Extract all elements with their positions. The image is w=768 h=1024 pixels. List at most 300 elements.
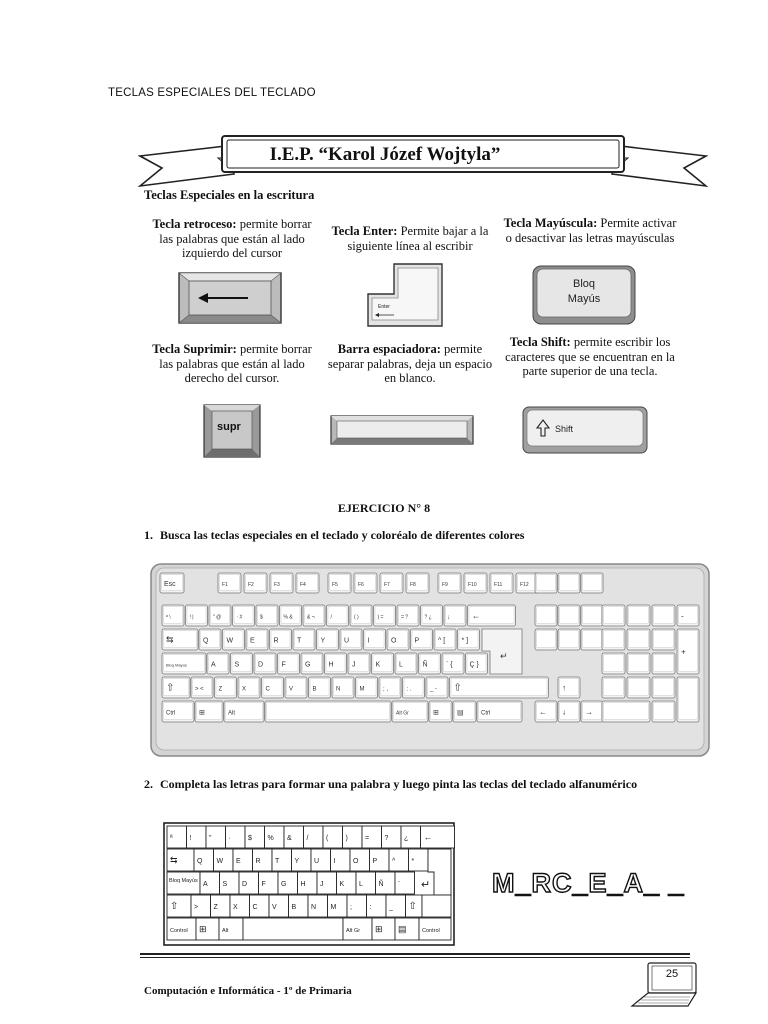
svg-text:>: >	[194, 904, 199, 911]
small-key-letter	[350, 849, 370, 871]
page-number: 25	[665, 968, 679, 980]
key-letter	[238, 677, 260, 698]
svg-text:Ctrl: Ctrl	[481, 710, 491, 717]
small-key-shift-left	[167, 895, 191, 917]
key-letter	[317, 629, 339, 650]
key-letter	[434, 629, 456, 650]
small-key-letter	[386, 895, 406, 917]
svg-text:& ¬: & ¬	[307, 614, 315, 621]
svg-text:F6: F6	[358, 582, 364, 588]
key-arrow-left	[535, 701, 557, 722]
key-letter	[191, 677, 213, 698]
svg-text:G: G	[305, 661, 311, 669]
footer-rule	[140, 953, 690, 955]
key-letter	[278, 653, 300, 674]
shift-key-icon	[522, 406, 648, 454]
key-tab	[162, 629, 198, 650]
key-letter	[215, 677, 237, 698]
svg-text:G: G	[281, 881, 287, 888]
svg-text:V: V	[289, 686, 294, 693]
svg-text:H: H	[328, 661, 334, 669]
page-header: TECLAS ESPECIALES DEL TECLADO	[108, 87, 316, 99]
key-letter	[466, 653, 488, 674]
key-f8	[406, 573, 429, 593]
key-letter	[309, 677, 331, 698]
key-backspace	[468, 605, 516, 626]
enter-key-label: Enter	[378, 304, 390, 310]
svg-text:! |: ! |	[189, 614, 194, 621]
svg-text:U: U	[344, 637, 350, 645]
key-letter	[231, 653, 253, 674]
svg-text:K: K	[339, 881, 345, 888]
key-letter	[325, 653, 347, 674]
section-title: Teclas Especiales en la escritura	[144, 188, 315, 202]
svg-text:⊞: ⊞	[433, 709, 439, 717]
svg-text:T: T	[275, 858, 280, 865]
small-key-letter	[269, 895, 289, 917]
svg-text:Control: Control	[170, 928, 188, 934]
key-letter	[403, 677, 425, 698]
small-key-win-left	[196, 918, 219, 940]
key-letter	[364, 629, 386, 650]
small-key-letter	[220, 872, 240, 894]
key-f11	[490, 573, 513, 593]
svg-text:D: D	[242, 881, 248, 888]
key-menu	[453, 701, 476, 722]
svg-text:A: A	[211, 661, 216, 669]
small-key-num	[284, 826, 304, 848]
key-alt	[224, 701, 264, 722]
key-numpad-enter	[677, 677, 699, 722]
key-letter	[340, 629, 362, 650]
svg-text:←: ←	[423, 832, 433, 842]
small-key-letter	[230, 895, 250, 917]
svg-text:N: N	[311, 904, 317, 911]
svg-text:Shift: Shift	[555, 424, 574, 434]
svg-text:⇆: ⇆	[170, 855, 178, 865]
svg-text:N: N	[336, 686, 341, 693]
key-letter	[379, 677, 401, 698]
svg-text:O: O	[353, 858, 359, 865]
svg-text:Ñ: Ñ	[422, 661, 428, 669]
enter-key-icon	[364, 262, 446, 330]
svg-text::: :	[369, 904, 372, 911]
caps-lock-description: Tecla Mayúscula: Permite activar o desactivar las letras mayúsculas	[503, 216, 677, 245]
key-letter	[372, 653, 394, 674]
svg-text:B: B	[312, 686, 317, 693]
svg-text:= ?: = ?	[401, 614, 409, 621]
key-shift-left	[162, 677, 190, 698]
svg-text:( ): ( )	[354, 614, 359, 621]
key-letter	[411, 629, 433, 650]
key-letter	[442, 653, 464, 674]
svg-text:ª \: ª \	[166, 614, 171, 621]
svg-text:Bloq: Bloq	[572, 278, 596, 290]
small-key-letter	[250, 895, 270, 917]
key-win-right	[429, 701, 452, 722]
key-numpad	[627, 605, 650, 626]
small-key-win-right	[372, 918, 395, 940]
key-f9	[438, 573, 461, 593]
key-num-row	[209, 605, 231, 626]
small-key-letter	[331, 849, 351, 871]
key-numpad	[652, 605, 675, 626]
svg-text:V: V	[272, 904, 277, 911]
svg-text:F8: F8	[410, 582, 416, 588]
exercise-title: EJERCICIO N° 8	[337, 501, 431, 515]
svg-text:: .: : .	[406, 686, 412, 693]
small-key-num	[265, 826, 285, 848]
key-letter	[285, 677, 307, 698]
key-f5	[328, 573, 351, 593]
svg-text:F: F	[281, 661, 286, 669]
key-num-row	[444, 605, 466, 626]
small-key-letter	[389, 849, 409, 871]
key-num-row	[327, 605, 349, 626]
svg-text:> <: > <	[195, 686, 204, 693]
svg-text:K: K	[375, 661, 381, 669]
small-key-letter	[194, 849, 214, 871]
key-num-row	[162, 605, 184, 626]
svg-text:_: _	[389, 904, 393, 911]
small-key-letter	[317, 872, 337, 894]
key-letter	[223, 629, 245, 650]
svg-text:⊞: ⊞	[199, 924, 207, 934]
svg-text:) =: ) =	[377, 614, 384, 621]
svg-text:/: /	[330, 614, 332, 621]
small-key-menu	[395, 918, 419, 940]
svg-text:I: I	[367, 637, 370, 645]
delete-key-icon	[203, 404, 261, 458]
svg-text:F4: F4	[300, 582, 306, 588]
key-f7	[380, 573, 403, 593]
key-numpad	[627, 677, 650, 698]
svg-text:-: -	[681, 611, 684, 621]
key-f2	[244, 573, 267, 593]
key-numpad-dot	[652, 701, 675, 722]
spacebar-description: Barra espaciadora: permite separar palabras, deja un espacio en blanco.	[327, 342, 493, 385]
svg-text:X: X	[242, 686, 247, 693]
svg-text:_ -: _ -	[430, 686, 438, 693]
svg-text:": "	[209, 835, 212, 842]
key-numpad	[602, 629, 625, 650]
key-f1	[218, 573, 241, 593]
svg-text:$: $	[248, 835, 252, 842]
svg-text:/: /	[306, 835, 309, 842]
key-num-row	[256, 605, 278, 626]
svg-text:C: C	[265, 686, 270, 693]
key-win-left	[195, 701, 223, 722]
small-key-letter	[259, 872, 279, 894]
svg-text:W: W	[216, 858, 224, 865]
small-key-shift-right	[406, 895, 423, 917]
small-key-num	[167, 826, 187, 848]
key-letter	[387, 629, 409, 650]
svg-text:H: H	[300, 881, 306, 888]
small-key-letter	[233, 849, 253, 871]
key-num-row	[421, 605, 443, 626]
svg-text:S: S	[222, 881, 228, 888]
svg-text:C: C	[252, 904, 258, 911]
svg-text:E: E	[236, 858, 241, 865]
small-key-letter	[356, 872, 376, 894]
svg-text:): )	[345, 835, 348, 842]
small-key-letter	[311, 849, 331, 871]
svg-text:F12: F12	[520, 582, 529, 588]
svg-text:L: L	[359, 881, 363, 888]
svg-text:=: =	[365, 835, 370, 842]
small-key-control-left	[167, 918, 196, 940]
svg-text:A: A	[203, 881, 208, 888]
alphanumeric-keyboard-illustration	[163, 822, 457, 946]
full-keyboard-illustration	[150, 563, 710, 757]
key-numpad-minus	[677, 605, 699, 626]
key-letter	[332, 677, 354, 698]
key-numpad	[627, 629, 650, 650]
svg-text:F7: F7	[384, 582, 390, 588]
key-num-row	[280, 605, 302, 626]
word-puzzle: M_RC_E_A_ _	[492, 868, 685, 898]
svg-text:·: ·	[228, 835, 231, 842]
svg-text:P: P	[414, 637, 420, 645]
small-key-num	[362, 826, 382, 848]
key-nav	[558, 605, 580, 626]
svg-text:B: B	[291, 904, 297, 911]
key-pause	[581, 573, 603, 593]
key-letter	[207, 653, 229, 674]
small-key-letter	[367, 895, 387, 917]
key-letter	[270, 629, 292, 650]
svg-text:F1: F1	[222, 582, 228, 588]
small-key-num	[206, 826, 226, 848]
small-key-alt	[219, 918, 243, 940]
small-key-letter	[200, 872, 220, 894]
spacebar-key-icon	[330, 415, 474, 445]
key-letter	[254, 653, 276, 674]
key-numpad	[602, 605, 625, 626]
small-key-letter	[347, 895, 367, 917]
key-ctrl-right	[477, 701, 522, 722]
svg-text:Alt Gr: Alt Gr	[396, 710, 409, 717]
svg-text:; ,: ; ,	[383, 686, 389, 693]
key-nav	[535, 629, 557, 650]
key-arrow-up	[558, 677, 580, 698]
svg-text:⇧: ⇧	[170, 901, 179, 912]
small-key-letter	[409, 849, 429, 871]
svg-text:↵: ↵	[500, 651, 508, 661]
small-key-letter	[298, 872, 318, 894]
svg-text:Alt: Alt	[228, 710, 236, 717]
svg-text:U: U	[314, 858, 320, 865]
instruction-2: 2. Completa las letras para formar una palabra y luego pinta las teclas del teclado alfanumérico	[144, 777, 638, 791]
small-key-blank	[422, 895, 451, 917]
svg-text:F: F	[261, 881, 266, 888]
svg-text:D: D	[258, 661, 264, 669]
key-caps-lock	[162, 653, 206, 674]
svg-text:supr: supr	[217, 421, 241, 433]
svg-text:J: J	[320, 881, 324, 888]
svg-text:⇧: ⇧	[166, 682, 175, 694]
key-num-row	[303, 605, 325, 626]
small-key-letter	[214, 849, 234, 871]
key-letter	[419, 653, 441, 674]
shift-description: Tecla Shift: permite escribir los caracteres que se encuentran en la parte superior de una tecla.	[505, 335, 675, 378]
svg-text:¡: ¡	[448, 614, 450, 621]
key-spacebar	[265, 701, 391, 722]
svg-text:^ [: ^ [	[438, 637, 446, 645]
key-num-row	[374, 605, 396, 626]
key-f3	[270, 573, 293, 593]
svg-text:R: R	[273, 637, 279, 645]
svg-text:←: ←	[539, 707, 547, 717]
svg-text:" @: " @	[213, 614, 222, 621]
key-esc	[160, 573, 184, 593]
small-key-tab	[167, 849, 194, 871]
small-key-letter	[239, 872, 259, 894]
key-num-row	[233, 605, 255, 626]
key-arrow-down	[558, 701, 580, 722]
svg-text:(: (	[326, 835, 329, 842]
svg-text:X: X	[233, 904, 238, 911]
svg-text:Bloq Mayús: Bloq Mayús	[166, 662, 187, 668]
small-key-alt-gr	[343, 918, 372, 940]
key-letter	[246, 629, 268, 650]
key-numpad	[652, 677, 675, 698]
key-numpad	[602, 653, 625, 674]
small-key-num	[382, 826, 402, 848]
svg-text:F5: F5	[332, 582, 338, 588]
backspace-description: Tecla retroceso: permite borrar las palabras que están al lado izquierdo del cursor	[152, 217, 312, 260]
small-key-letter	[191, 895, 211, 917]
svg-text:O: O	[391, 637, 397, 645]
svg-text:↑: ↑	[562, 683, 566, 693]
svg-text:S: S	[234, 661, 240, 669]
svg-text:Alt Gr: Alt Gr	[346, 928, 361, 934]
svg-text:Ñ: Ñ	[378, 881, 384, 888]
svg-text:;: ;	[350, 904, 352, 911]
key-f10	[464, 573, 487, 593]
key-scroll-lock	[558, 573, 580, 593]
backspace-key-icon	[178, 272, 282, 324]
svg-text:!: !	[189, 835, 192, 842]
svg-text:Q: Q	[203, 637, 209, 645]
key-numpad-plus	[677, 629, 699, 674]
key-letter	[301, 653, 323, 674]
svg-text:E: E	[250, 637, 255, 645]
key-num-row	[397, 605, 419, 626]
svg-text:&: &	[287, 835, 292, 842]
svg-text:F10: F10	[468, 582, 477, 588]
svg-text:M: M	[359, 686, 365, 693]
key-letter	[356, 677, 378, 698]
small-key-letter	[337, 872, 357, 894]
svg-text:Alt: Alt	[222, 928, 229, 934]
key-numpad	[652, 653, 675, 674]
svg-text:? ¿: ? ¿	[424, 614, 432, 621]
small-key-letter	[253, 849, 273, 871]
key-num-row	[350, 605, 372, 626]
key-ctrl-left	[162, 701, 194, 722]
svg-text:%: %	[267, 835, 274, 842]
svg-text:P: P	[372, 858, 378, 865]
key-letter	[458, 629, 480, 650]
school-title: I.E.P. “Karol Józef Wojtyla”	[269, 144, 501, 165]
svg-text:*: *	[411, 858, 415, 865]
svg-text:⇧: ⇧	[453, 682, 462, 694]
svg-text:Control: Control	[422, 928, 440, 934]
key-f4	[296, 573, 319, 593]
svg-text:Z: Z	[218, 686, 223, 693]
key-nav	[558, 629, 580, 650]
svg-text:▤: ▤	[457, 709, 464, 717]
key-nav	[535, 605, 557, 626]
enter-description: Tecla Enter: Permite bajar a la siguiente línea al escribir	[331, 224, 489, 253]
svg-text:Ç }: Ç }	[469, 661, 479, 669]
svg-text:F11: F11	[494, 582, 503, 588]
small-key-letter	[278, 872, 298, 894]
small-key-letter	[292, 849, 312, 871]
key-alt-gr	[392, 701, 428, 722]
svg-text:Z: Z	[213, 904, 218, 911]
key-letter	[262, 677, 284, 698]
small-key-num	[245, 826, 265, 848]
svg-text:?: ?	[384, 835, 389, 842]
svg-text:ª: ª	[170, 835, 173, 842]
key-shift-right	[450, 677, 549, 698]
svg-text:L: L	[399, 661, 403, 669]
svg-text:⇧: ⇧	[408, 901, 417, 912]
svg-text:+: +	[681, 647, 686, 657]
small-key-letter	[370, 849, 390, 871]
svg-text:I: I	[333, 858, 336, 865]
small-key-num	[304, 826, 324, 848]
small-key-num	[323, 826, 343, 848]
small-key-num	[343, 826, 363, 848]
svg-text:^: ^	[392, 858, 396, 865]
footer-text: Computación e Informática - 1º de Primaria	[144, 985, 352, 997]
key-nav	[581, 605, 603, 626]
small-key-letter	[211, 895, 231, 917]
svg-text:Mayús: Mayús	[567, 293, 601, 305]
svg-text:F3: F3	[274, 582, 280, 588]
key-letter	[199, 629, 221, 650]
small-key-control-right	[419, 918, 451, 940]
svg-text:F9: F9	[442, 582, 448, 588]
svg-text:⊞: ⊞	[375, 924, 383, 934]
small-key-letter	[308, 895, 328, 917]
key-arrow-right	[581, 701, 603, 722]
key-numpad	[627, 653, 650, 674]
svg-text:▤: ▤	[398, 924, 407, 934]
svg-text:Q: Q	[197, 858, 203, 865]
svg-text:Y: Y	[320, 637, 326, 645]
svg-text:←: ←	[471, 610, 481, 621]
svg-text:T: T	[297, 637, 302, 645]
svg-text:Esc: Esc	[164, 581, 176, 588]
small-key-letter	[272, 849, 292, 871]
svg-text:⇆: ⇆	[166, 634, 174, 645]
svg-text:Ctrl: Ctrl	[166, 710, 176, 717]
small-key-letter	[376, 872, 396, 894]
small-key-num	[187, 826, 207, 848]
key-letter	[395, 653, 417, 674]
svg-text:⊞: ⊞	[199, 709, 205, 717]
small-key-spacebar	[243, 918, 343, 940]
small-key-num	[401, 826, 421, 848]
small-key-letter	[328, 895, 348, 917]
svg-text:W: W	[226, 637, 234, 645]
small-key-letter	[395, 872, 415, 894]
